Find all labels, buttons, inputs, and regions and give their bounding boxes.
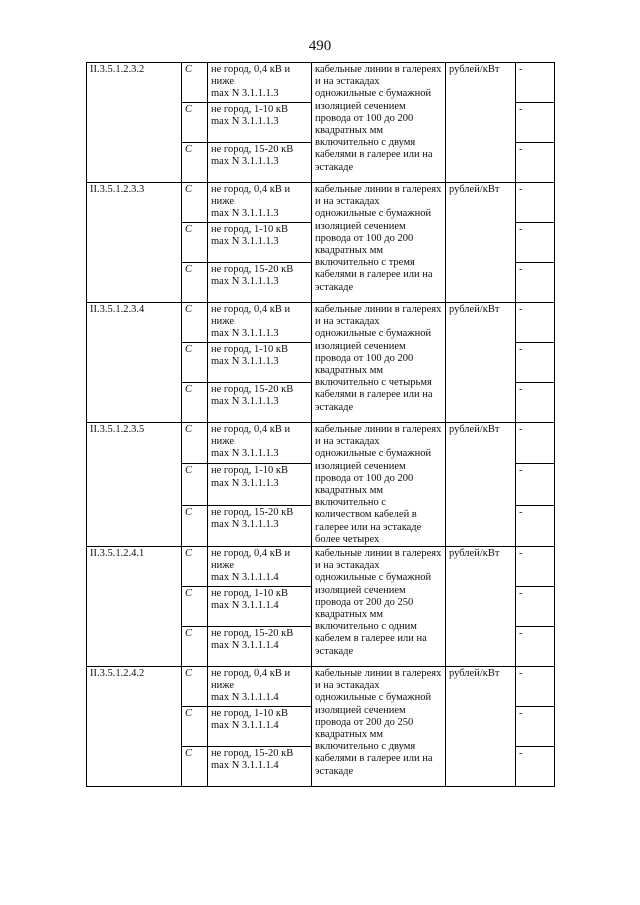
voltage-condition [208, 747, 312, 787]
page-number: 490 [308, 38, 332, 54]
max-reference: max N 3.1.1.1.3 [211, 518, 279, 530]
voltage-category: С [182, 464, 208, 505]
voltage-condition [208, 707, 312, 747]
voltage-category: С [182, 303, 208, 343]
max-reference: max N 3.1.1.1.4 [211, 640, 279, 652]
rate-value: - [516, 183, 555, 223]
voltage-condition [208, 143, 312, 183]
max-reference: max N 3.1.1.1.4 [211, 720, 279, 732]
voltage-condition [208, 303, 312, 343]
rate-value: - [516, 223, 555, 263]
voltage-condition-text: не город, 0,4 кВ и ниже [211, 668, 291, 692]
table-row [87, 667, 555, 707]
voltage-category: С [182, 587, 208, 627]
voltage-condition-text: не город, 15-20 кВ [211, 628, 294, 640]
voltage-condition [208, 667, 312, 707]
voltage-condition-text: не город, 0,4 кВ и ниже [211, 304, 291, 328]
voltage-condition-text: не город, 1-10 кВ [211, 104, 288, 115]
voltage-condition-text: не город, 15-20 кВ [211, 384, 294, 395]
voltage-condition [208, 547, 312, 587]
max-reference: max N 3.1.1.1.4 [211, 572, 279, 584]
voltage-condition [208, 223, 312, 263]
voltage-category: С [182, 423, 208, 464]
voltage-category: С [182, 707, 208, 747]
max-reference: max N 3.1.1.1.3 [211, 356, 279, 368]
max-reference: max N 3.1.1.1.4 [211, 692, 279, 704]
line-description: кабельные линии в галереях и на эстакадах одножильные с бумажной изоляцией сечением провода от 200 до 250 квадратных мм включительно с одним кабелем в галерее или на эстакаде [312, 547, 446, 667]
table-row [87, 63, 555, 103]
max-reference: max N 3.1.1.1.3 [211, 328, 279, 340]
max-reference: max N 3.1.1.1.3 [211, 156, 279, 168]
voltage-condition [208, 587, 312, 627]
unit-label: рублей/кВт [446, 63, 516, 183]
voltage-condition-text: не город, 15-20 кВ [211, 506, 294, 518]
voltage-category: С [182, 505, 208, 546]
voltage-condition-text: не город, 15-20 кВ [211, 144, 294, 155]
rate-value: - [516, 303, 555, 343]
table-row [87, 547, 555, 587]
row-code: II.3.5.1.2.3.2 [87, 63, 182, 183]
voltage-condition-text: не город, 1-10 кВ [211, 465, 288, 477]
unit-label: рублей/кВт [446, 423, 516, 547]
max-reference: max N 3.1.1.1.4 [211, 600, 279, 612]
voltage-category: С [182, 667, 208, 707]
voltage-condition [208, 183, 312, 223]
tariff-table [86, 62, 555, 787]
max-reference: max N 3.1.1.1.3 [211, 116, 279, 128]
voltage-condition [208, 383, 312, 423]
tariff-table-body [87, 63, 555, 787]
rate-value: - [516, 667, 555, 707]
row-code: II.3.5.1.2.4.2 [87, 667, 182, 787]
rate-value: - [516, 747, 555, 787]
row-code: II.3.5.1.2.3.4 [87, 303, 182, 423]
voltage-category: С [182, 223, 208, 263]
line-description: кабельные линии в галереях и на эстакадах одножильные с бумажной изоляцией сечением провода от 100 до 200 квадратных мм включительно с тремя кабелями в галерее или на эстакаде [312, 183, 446, 303]
table-row [87, 303, 555, 343]
voltage-condition [208, 627, 312, 667]
rate-value: - [516, 143, 555, 183]
rate-value: - [516, 587, 555, 627]
rate-value: - [516, 627, 555, 667]
voltage-condition [208, 263, 312, 303]
rate-value: - [516, 547, 555, 587]
rate-value: - [516, 63, 555, 103]
unit-label: рублей/кВт [446, 303, 516, 423]
rate-value: - [516, 263, 555, 303]
voltage-category: С [182, 263, 208, 303]
max-reference: max N 3.1.1.1.3 [211, 88, 279, 100]
table-row [87, 183, 555, 223]
voltage-condition-text: не город, 1-10 кВ [211, 224, 288, 235]
max-reference: max N 3.1.1.1.3 [211, 448, 279, 460]
max-reference: max N 3.1.1.1.3 [211, 477, 279, 489]
unit-label: рублей/кВт [446, 667, 516, 787]
voltage-condition [208, 343, 312, 383]
row-code: II.3.5.1.2.4.1 [87, 547, 182, 667]
max-reference: max N 3.1.1.1.4 [211, 760, 279, 772]
voltage-category: С [182, 383, 208, 423]
voltage-category: С [182, 547, 208, 587]
table-row [87, 423, 555, 464]
voltage-condition-text: не город, 15-20 кВ [211, 264, 294, 275]
voltage-category: С [182, 63, 208, 103]
voltage-condition-text: не город, 0,4 кВ и ниже [211, 184, 291, 208]
unit-label: рублей/кВт [446, 183, 516, 303]
rate-value: - [516, 383, 555, 423]
line-description: кабельные линии в галереях и на эстакадах одножильные с бумажной изоляцией сечением провода от 100 до 200 квадратных мм включительно с количеством кабелей в галерее или на эстакаде более четырех [312, 423, 446, 547]
unit-label: рублей/кВт [446, 547, 516, 667]
voltage-condition-text: не город, 1-10 кВ [211, 344, 288, 355]
voltage-category: С [182, 747, 208, 787]
max-reference: max N 3.1.1.1.3 [211, 208, 279, 220]
line-description: кабельные линии в галереях и на эстакадах одножильные с бумажной изоляцией сечением провода от 100 до 200 квадратных мм включительно с двумя кабелями в галерее или на эстакаде [312, 63, 446, 183]
rate-value: - [516, 103, 555, 143]
max-reference: max N 3.1.1.1.3 [211, 276, 279, 288]
voltage-condition-text: не город, 1-10 кВ [211, 708, 288, 720]
voltage-category: С [182, 627, 208, 667]
rate-value: - [516, 464, 555, 505]
voltage-category: С [182, 143, 208, 183]
voltage-category: С [182, 343, 208, 383]
voltage-condition [208, 423, 312, 464]
line-description: кабельные линии в галереях и на эстакадах одножильные с бумажной изоляцией сечением провода от 200 до 250 квадратных мм включительно с двумя кабелями в галерее или на эстакаде [312, 667, 446, 787]
voltage-condition [208, 505, 312, 546]
line-description: кабельные линии в галереях и на эстакадах одножильные с бумажной изоляцией сечением провода от 100 до 200 квадратных мм включительно с четырьмя кабелями в галерее или на эстакаде [312, 303, 446, 423]
voltage-condition [208, 464, 312, 505]
rate-value: - [516, 505, 555, 546]
voltage-condition-text: не город, 0,4 кВ и ниже [211, 548, 291, 572]
voltage-condition [208, 103, 312, 143]
row-code: II.3.5.1.2.3.5 [87, 423, 182, 547]
voltage-condition-text: не город, 15-20 кВ [211, 748, 294, 760]
max-reference: max N 3.1.1.1.3 [211, 236, 279, 248]
voltage-condition [208, 63, 312, 103]
voltage-condition-text: не город, 1-10 кВ [211, 588, 288, 600]
rate-value: - [516, 423, 555, 464]
voltage-category: С [182, 103, 208, 143]
voltage-category: С [182, 183, 208, 223]
row-code: II.3.5.1.2.3.3 [87, 183, 182, 303]
rate-value: - [516, 707, 555, 747]
voltage-condition-text: не город, 0,4 кВ и ниже [211, 64, 291, 88]
voltage-condition-text: не город, 0,4 кВ и ниже [211, 424, 291, 448]
max-reference: max N 3.1.1.1.3 [211, 396, 279, 408]
rate-value: - [516, 343, 555, 383]
